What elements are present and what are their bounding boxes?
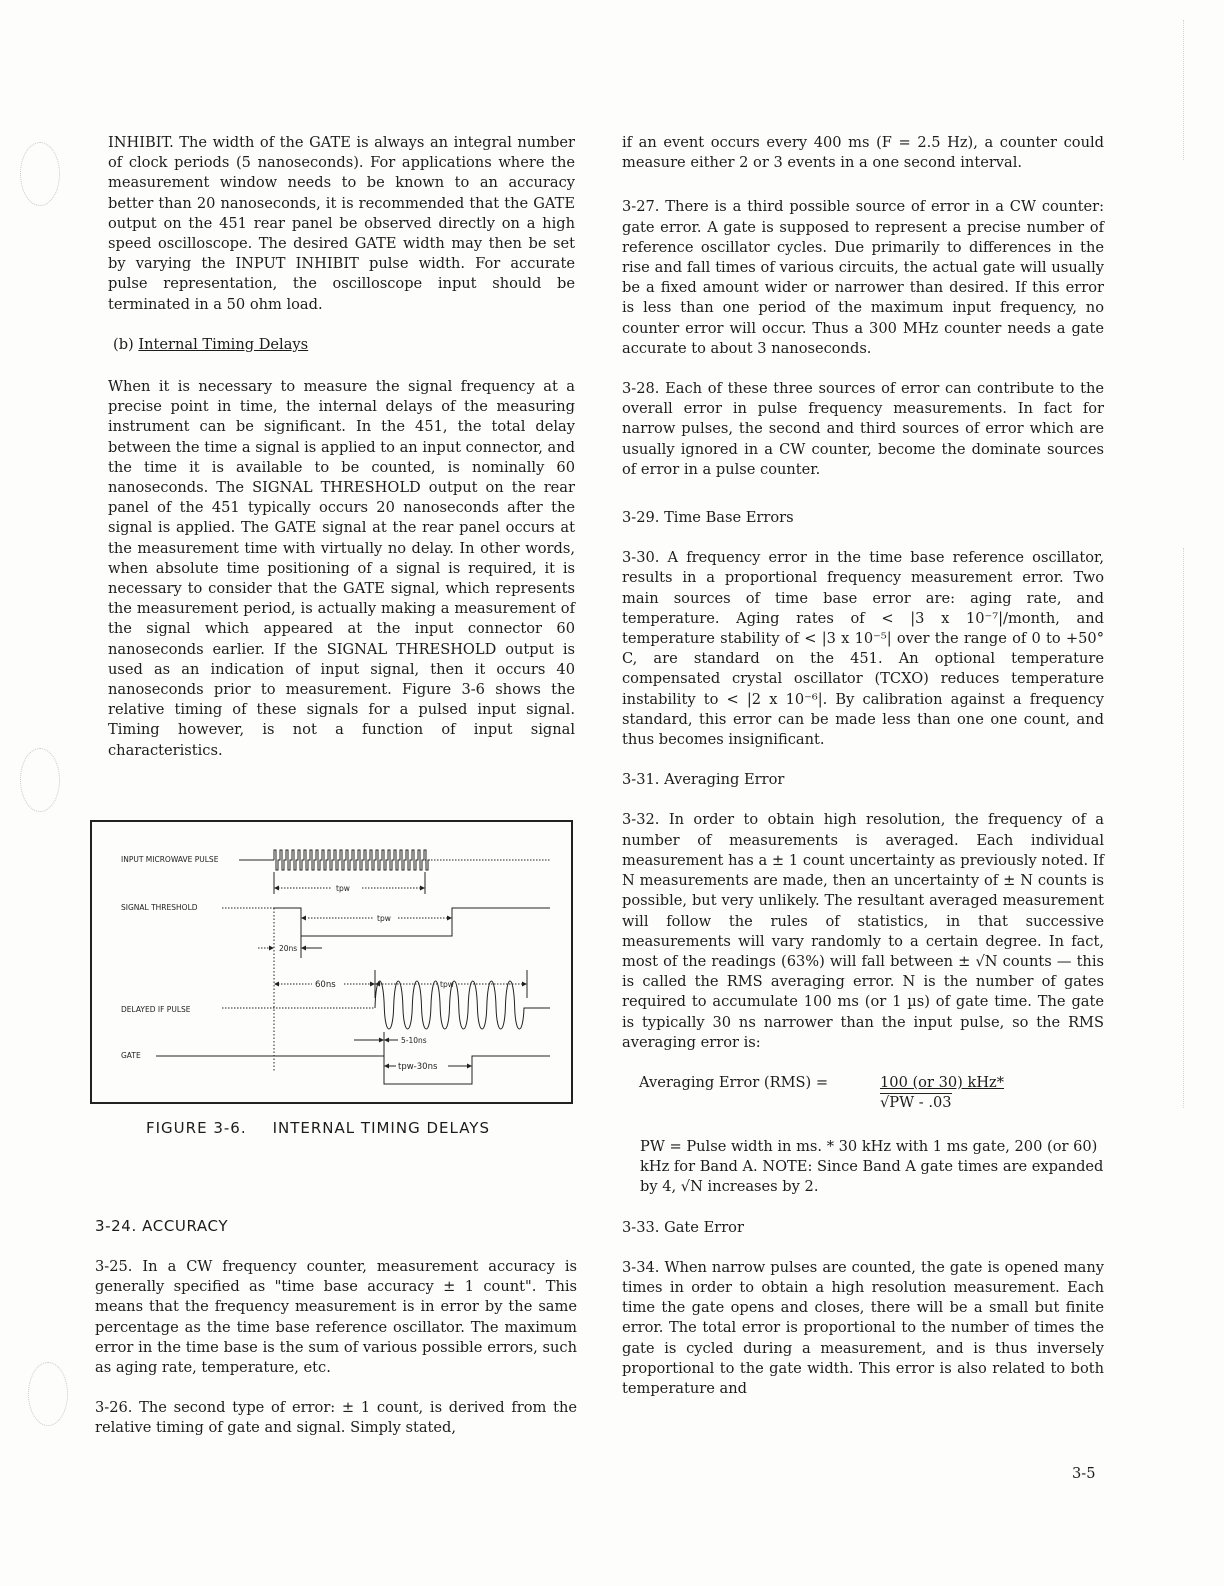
subheading-internal-timing-delays <box>113 335 575 355</box>
paragraph-3-30: 3-30. A frequency error in the time base reference oscillator, results in a proportional frequency measurement error. Two main sources of time base error are: aging rate, and temperature. Aging rates of < |3 x 10⁻⁷|/month, and temperature stability of < |3 x 10⁻⁵| over the range of 0 to +50° C, are standard on the 451. An optional temperature compensated crystal oscillator (TCXO) reduces temperature instability to < |2 x 10⁻⁶|. By calibration against a frequency standard, this error can be made less than one one count, and thus becomes insignificant. <box>622 549 1104 749</box>
label-signal-threshold: SIGNAL THRESHOLD <box>121 903 198 912</box>
formula-denominator: √PW - .03 <box>880 1093 952 1111</box>
annotation-tpw-input: tpw <box>336 884 350 893</box>
input-pulse-burst <box>274 850 430 870</box>
heading-3-29-time-base-errors: 3-29. Time Base Errors <box>622 509 794 527</box>
paragraph-inhibit: INHIBIT. The width of the GATE is always an integral number of clock periods (5 nanoseconds). For applications where the measurement window needs to be known to an accuracy better than 20 nanoseconds, it is recommended that the GATE output on the 451 rear panel be observed directly on a high speed oscilloscope. The desired GATE width may then be set by varying the INPUT INHIBIT pulse width. For accurate pulse representation, the oscilloscope input should be terminated in a 50 ohm load. <box>108 134 575 313</box>
annotation-5-10ns: 5-10ns <box>401 1036 427 1045</box>
heading-3-31-averaging-error: 3-31. Averaging Error <box>622 771 785 789</box>
paragraph-3-25: 3-25. In a CW frequency counter, measurement accuracy is generally specified as "time base accuracy ± 1 count". This means that the frequency measurement is in error by the same percentage as the time base reference oscillator. The maximum error in the time base is the sum of various possible errors, such as aging rate, temperature, etc. <box>95 1258 577 1377</box>
label-input-microwave-pulse: INPUT MICROWAVE PULSE <box>121 855 219 864</box>
binder-hole-top <box>20 142 60 206</box>
label-delayed-if-pulse: DELAYED IF PULSE <box>121 1005 191 1014</box>
figure-caption <box>146 1119 490 1137</box>
paragraph-timing-delays: When it is necessary to measure the signal frequency at a precise point in time, the internal delays of the measuring instrument can be significant. In the 451, the total delay between the time a signal is applied to an input connector, and the time it is available to be counted, is nominally 60 nanoseconds. The SIGNAL THRESHOLD output on the rear panel of the 451 typically occurs 20 nanoseconds after the signal is applied. The GATE signal at the rear panel occurs at the measurement time with virtually no delay. In other words, when absolute time positioning of a signal is required, it is necessary to consider that the GATE signal, which represents the measurement period, is actually making a measurement of the signal which appeared at the input connector 60 nanoseconds earlier. If the SIGNAL THRESHOLD output is used as an indication of input signal, then it occurs 40 nanoseconds prior to measurement. Figure 3-6 shows the relative timing of these signals for a pulsed input signal. Timing however, is not a function of input signal characteristics. <box>108 378 575 759</box>
formula-numerator: 100 (or 30) kHz* <box>880 1073 1005 1091</box>
formula-note: PW = Pulse width in ms. * 30 kHz with 1 ms gate, 200 (or 60) kHz for Band A. NOTE: Since Band A gate times are expanded by 4, √N increases by 2. <box>640 1137 1104 1196</box>
paragraph-3-26: 3-26. The second type of error: ± 1 count, is derived from the relative timing of gate and signal. Simply stated, <box>95 1399 577 1437</box>
margin-mark-middle <box>1183 548 1184 1108</box>
page-number: 3-5 <box>1072 1465 1096 1482</box>
figure-timing-diagram <box>90 820 573 1104</box>
label-gate: GATE <box>121 1051 141 1060</box>
annotation-tpw-delayed: tpw <box>440 980 454 989</box>
section-heading-accuracy: 3-24. ACCURACY <box>95 1217 229 1235</box>
figure-caption-title: INTERNAL TIMING DELAYS <box>272 1119 490 1137</box>
paragraph-3-28: 3-28. Each of these three sources of error can contribute to the overall error in pulse frequency measurements. In fact for narrow pulses, the second and third sources of error which are usually ignored in a CW counter, become the dominate sources of error in a pulse counter. <box>622 380 1104 478</box>
heading-3-33-gate-error: 3-33. Gate Error <box>622 1218 744 1236</box>
annotation-60ns: 60ns <box>315 980 336 990</box>
paragraph-3-34: 3-34. When narrow pulses are counted, the gate is opened many times in order to obtain a high resolution measurement. Each time the gate opens and closes, there will be a small but finite error. The total error is proportional to the number of times the gate is cycled during a measurement, and is thus inversely proportional to the gate width. This error is also related to both temperature and <box>622 1258 1104 1397</box>
formula-label: Averaging Error (RMS) = <box>639 1073 829 1091</box>
left-column <box>108 133 575 781</box>
figure-caption-number: FIGURE 3-6. <box>146 1119 247 1137</box>
binder-hole-bottom <box>28 1362 68 1426</box>
annotation-20ns: 20ns <box>279 944 298 953</box>
subheading-prefix: (b) <box>113 335 134 353</box>
binder-hole-middle <box>20 748 60 812</box>
accuracy-block <box>95 1257 577 1459</box>
right-column <box>622 133 1104 1419</box>
annotation-tpw-threshold: tpw <box>377 914 391 923</box>
paragraph-3-32: 3-32. In order to obtain high resolution, the frequency of a number of measurements is averaged. Each individual measurement has a ± 1 count uncertainty as previously noted. If N measurements are made, then an uncertainty of ± N counts is possible, but very unlikely. The resultant averaged measurement will follow the rules of statistics, in that successive measurements will vary randomly to a certain degree. In fact, most of the readings (63%) will fall between ± √N counts — this is called the RMS averaging error. N is the number of gates required to accumulate 100 ms (or 1 µs) of gate time. The gate is typically 30 ns narrower than the input pulse, so the RMS averaging error is: <box>622 811 1104 1051</box>
paragraph-continued: if an event occurs every 400 ms (F = 2.5 Hz), a counter could measure either 2 or 3 events in a one second interval. <box>622 134 1104 172</box>
averaging-error-formula <box>622 1073 1104 1123</box>
signal-threshold-waveform <box>274 908 550 936</box>
subheading-title: Internal Timing Delays <box>138 335 309 353</box>
paragraph-3-27: 3-27. There is a third possible source of error in a CW counter: gate error. A gate is supposed to represent a precise number of reference oscillator cycles. Due primarily to differences in the rise and fall times of various circuits, the actual gate will usually be a fixed amount wider or narrower than desired. If this error is less than one period of the maximum input frequency, no counter error will occur. Thus a 300 MHz counter needs a gate accurate to about 3 nanoseconds. <box>622 198 1104 357</box>
margin-mark-top <box>1183 20 1184 160</box>
annotation-tpw-minus-30ns: tpw-30ns <box>398 1062 438 1072</box>
